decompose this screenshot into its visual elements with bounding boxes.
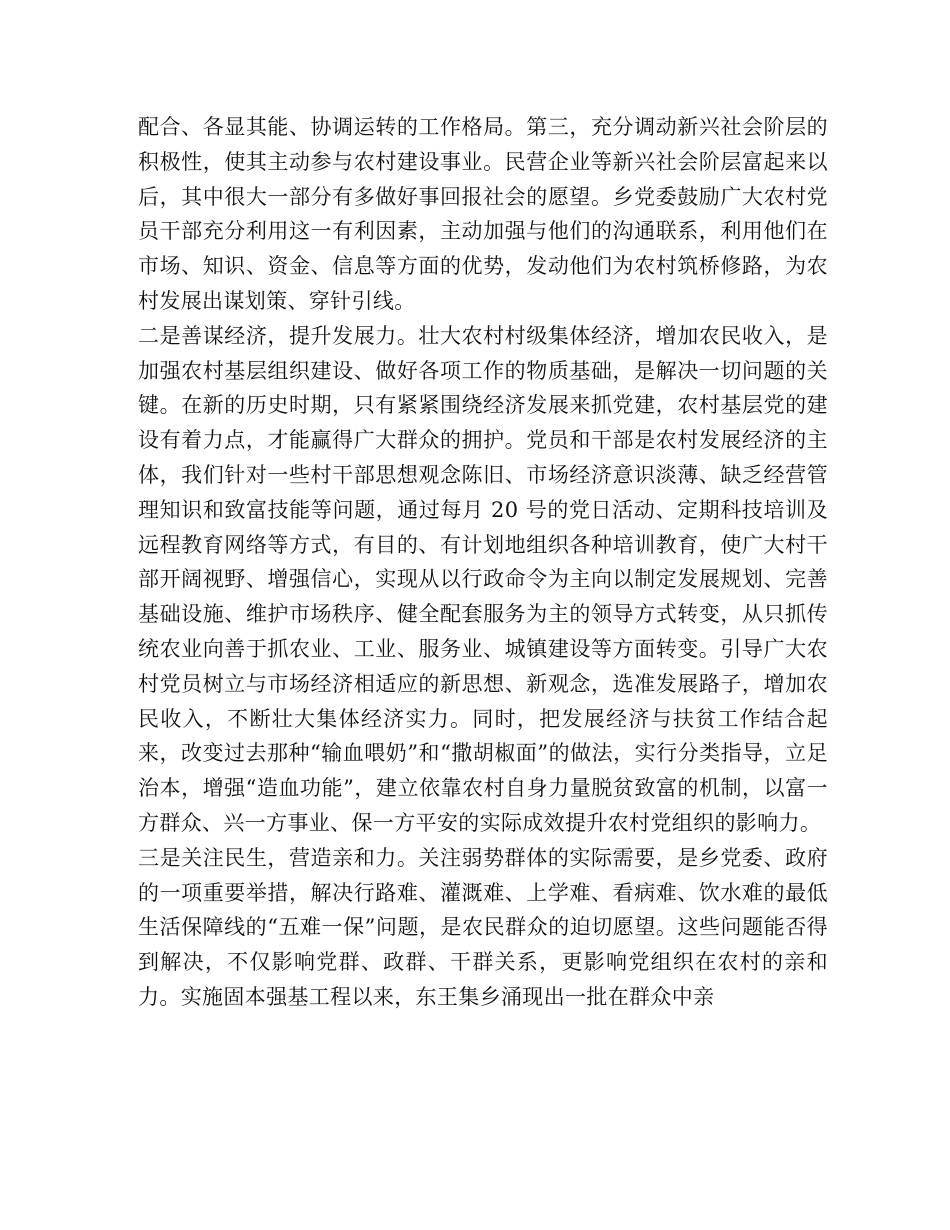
document-body — [138, 110, 828, 1015]
paragraph-2: 二是善谋经济，提升发展力。壮大农村村级集体经济，增加农民收入，是加强农村基层组织建设、做好各项工作的物质基础，是解决一切问题的关键。在新的历史时期，只有紧紧围绕经济发展来抓党建，农村基层党的建设有着力点，才能赢得广大群众的拥护。党员和干部是农村发展经济的主体，我们针对一些村干部思想观念陈旧、市场经济意识淡薄、缺乏经营管理知识和致富技能等问题，通过每月 20 号的党日活动、定期科技培训及远程教育网络等方式，有目的、有计划地组织各种培训教育，使广大村干部开阔视野、增强信心，实现从以行政命令为主向以制定发展规划、完善基础设施、维护市场秩序、健全配套服务为主的领导方式转变，从只抓传统农业向善于抓农业、工业、服务业、城镇建设等方面转变。引导广大农村党员树立与市场经济相适应的新思想、新观念，选准发展路子，增加农民收入，不断壮大集体经济实力。同时，把发展经济与扶贫工作结合起来，改变过去那种“输血喂奶”和“撒胡椒面”的做法，实行分类指导，立足治本，增强“造血功能”，建立依靠农村自身力量脱贫致富的机制，以富一方群众、兴一方事业、保一方平安的实际成效提升农村党组织的影响力。 — [138, 323, 828, 835]
paragraph-1: 配合、各显其能、协调运转的工作格局。第三，充分调动新兴社会阶层的积极性，使其主动参与农村建设事业。民营企业等新兴社会阶层富起来以后，其中很大一部分有多做好事回报社会的愿望。乡党委鼓励广大农村党员干部充分利用这一有利因素，主动加强与他们的沟通联系，利用他们在市场、知识、资金、信息等方面的优势，发动他们为农村筑桥修路，为农村发展出谋划策、穿针引线。 — [138, 115, 828, 313]
paragraph-3: 三是关注民生，营造亲和力。关注弱势群体的实际需要，是乡党委、政府的一项重要举措，解决行路难、灌溉难、上学难、看病难、饮水难的最低生活保障线的“五难一保”问题，是农民群众的迫切愿望。这些问题能否得到解决，不仅影响党群、政群、干群关系，更影响党组织在农村的亲和力。实施固本强基工程以来，东王集乡涌现出一批在群众中亲 — [138, 845, 828, 1009]
